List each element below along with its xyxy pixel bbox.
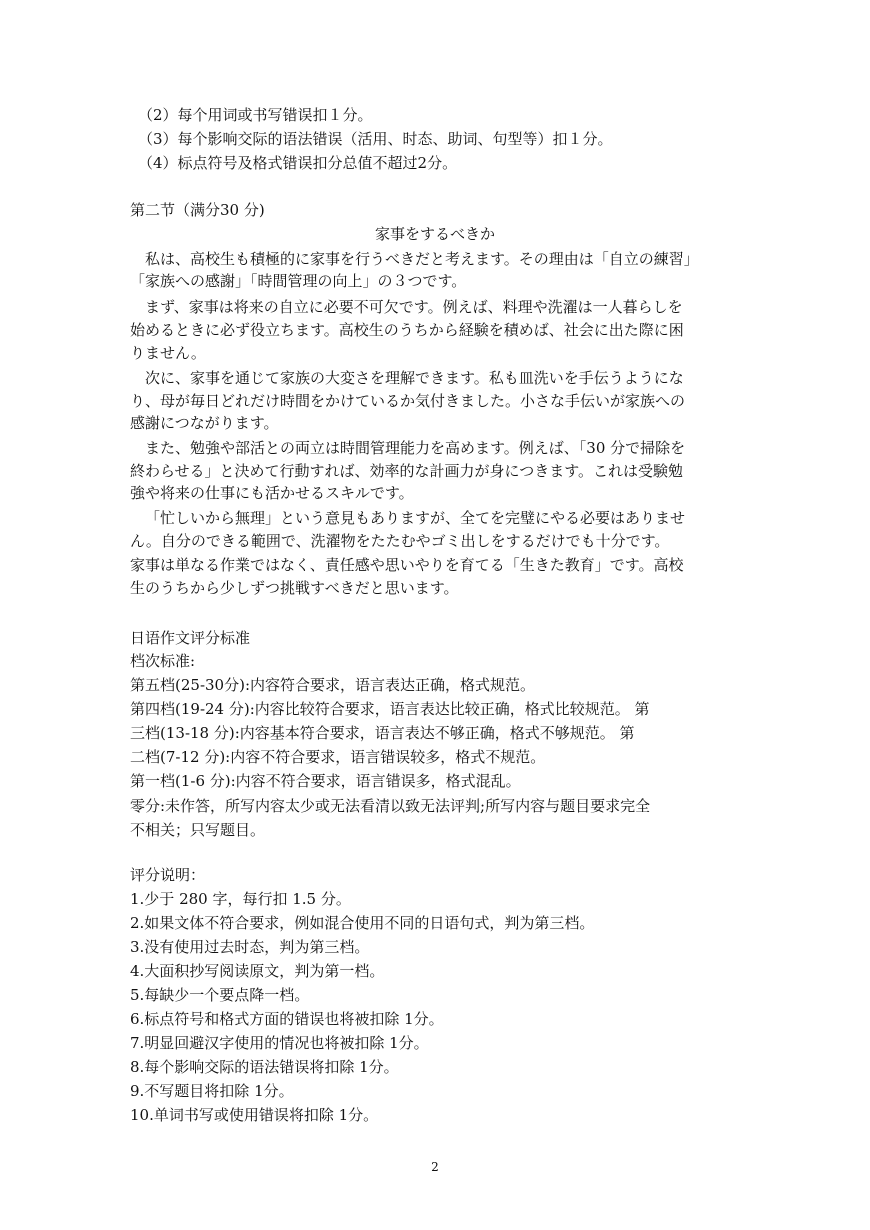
notes-heading: 评分说明： <box>130 866 206 884</box>
criteria-line: 三档(13-18 分):内容基本符合要求，语言表达不够正确，格式不够规范。 第 <box>130 724 635 742</box>
essay-line: り、母が毎日どれだけ時間をかけているか気付きました。小さな手伝いが家族への <box>130 392 686 410</box>
essay-line: また、勉強や部活との両立は時間管理能力を高めます。例えば、「30 分で掃除を <box>145 439 686 457</box>
scoring-item-3: （3）每个影响交际的语法错误（活用、时态、助词、句型等）扣１分。 <box>138 130 613 148</box>
essay-title: 家事をするべきか <box>374 225 495 243</box>
section-heading: 第二节（满分30 分) <box>130 201 265 219</box>
essay-line: 私は、高校生も積極的に家事を行うべきだと考えます。その理由は「自立の練習」 <box>145 250 699 268</box>
page-number: 2 <box>431 1160 439 1174</box>
essay-line: 家事は単なる作業ではなく、責任感や思いやりを育てる「生きた教育」です。高校 <box>130 556 684 574</box>
note-item: 10.单词书写或使用错误将扣除 1分。 <box>130 1106 379 1124</box>
essay-line: 強や将来の仕事にも活かせるスキルです。 <box>130 484 414 502</box>
note-item: 3.没有使用过去时态，判为第三档。 <box>130 938 370 956</box>
essay-line: 感謝につながります。 <box>130 414 279 432</box>
note-item: 6.标点符号和格式方面的错误也将被扣除 1分。 <box>130 1010 444 1028</box>
essay-line: 終わらせる」と決めて行動すれば、効率的な計画力が身につきます。これは受験勉 <box>130 462 684 480</box>
criteria-line: 零分:未作答，所写内容太少或无法看清以致无法评判;所写内容与题目要求完全 <box>130 797 651 815</box>
scoring-item-2: （2）每个用词或书写错误扣１分。 <box>138 106 373 124</box>
note-item: 2.如果文体不符合要求，例如混合使用不同的日语句式，判为第三档。 <box>130 914 595 932</box>
essay-line: まず、家事は将来の自立に必要不可欠です。例えば、料理や洗濯は一人暮らしを <box>145 298 683 316</box>
note-item: 1.少于 280 字，每行扣 1.5 分。 <box>130 890 351 908</box>
note-item: 9.不写题目将扣除 1分。 <box>130 1082 294 1100</box>
note-item: 5.每缺少一个要点降一档。 <box>130 986 310 1004</box>
criteria-heading: 日语作文评分标准 <box>130 629 251 647</box>
levels-heading: 档次标准: <box>130 652 196 670</box>
essay-line: 「忙しいから無理」という意見もありますが、全てを完璧にやる必要はありませ <box>145 509 686 527</box>
criteria-line: 二档(7-12 分):内容不符合要求，语言错误较多，格式不规范。 <box>130 748 546 766</box>
essay-line: 生のうちから少しずつ挑戦すべきだと思います。 <box>130 579 459 597</box>
essay-line: ん。自分のできる範囲で、洗濯物をたたむやゴミ出しをするだけでも十分です。 <box>130 532 670 550</box>
essay-line: りません。 <box>130 344 206 362</box>
criteria-line: 不相关；只写题目。 <box>130 821 266 839</box>
essay-line: 「家族への感謝」「時間管理の向上」の３つです。 <box>130 272 467 290</box>
criteria-line: 第一档(1-6 分):内容不符合要求，语言错误多，格式混乱。 <box>130 772 521 790</box>
essay-line: 次に、家事を通じて家族の大変さを理解できます。私も皿洗いを手伝うようにな <box>145 369 684 387</box>
criteria-line: 第五档(25-30分):内容符合要求，语言表达正确，格式规范。 <box>130 676 536 694</box>
note-item: 4.大面积抄写阅读原文，判为第一档。 <box>130 962 385 980</box>
criteria-line: 第四档(19-24 分):内容比较符合要求，语言表达比较正确，格式比较规范。 第 <box>130 700 650 718</box>
note-item: 8.每个影响交际的语法错误将扣除 1分。 <box>130 1058 399 1076</box>
scoring-item-4: （4）标点符号及格式错误扣分总值不超过2分。 <box>138 154 458 172</box>
note-item: 7.明显回避汉字使用的情况也将被扣除 1分。 <box>130 1034 429 1052</box>
essay-line: 始めるときに必ず役立ちます。高校生のうちから経験を積めば、社会に出た際に困 <box>130 321 684 339</box>
